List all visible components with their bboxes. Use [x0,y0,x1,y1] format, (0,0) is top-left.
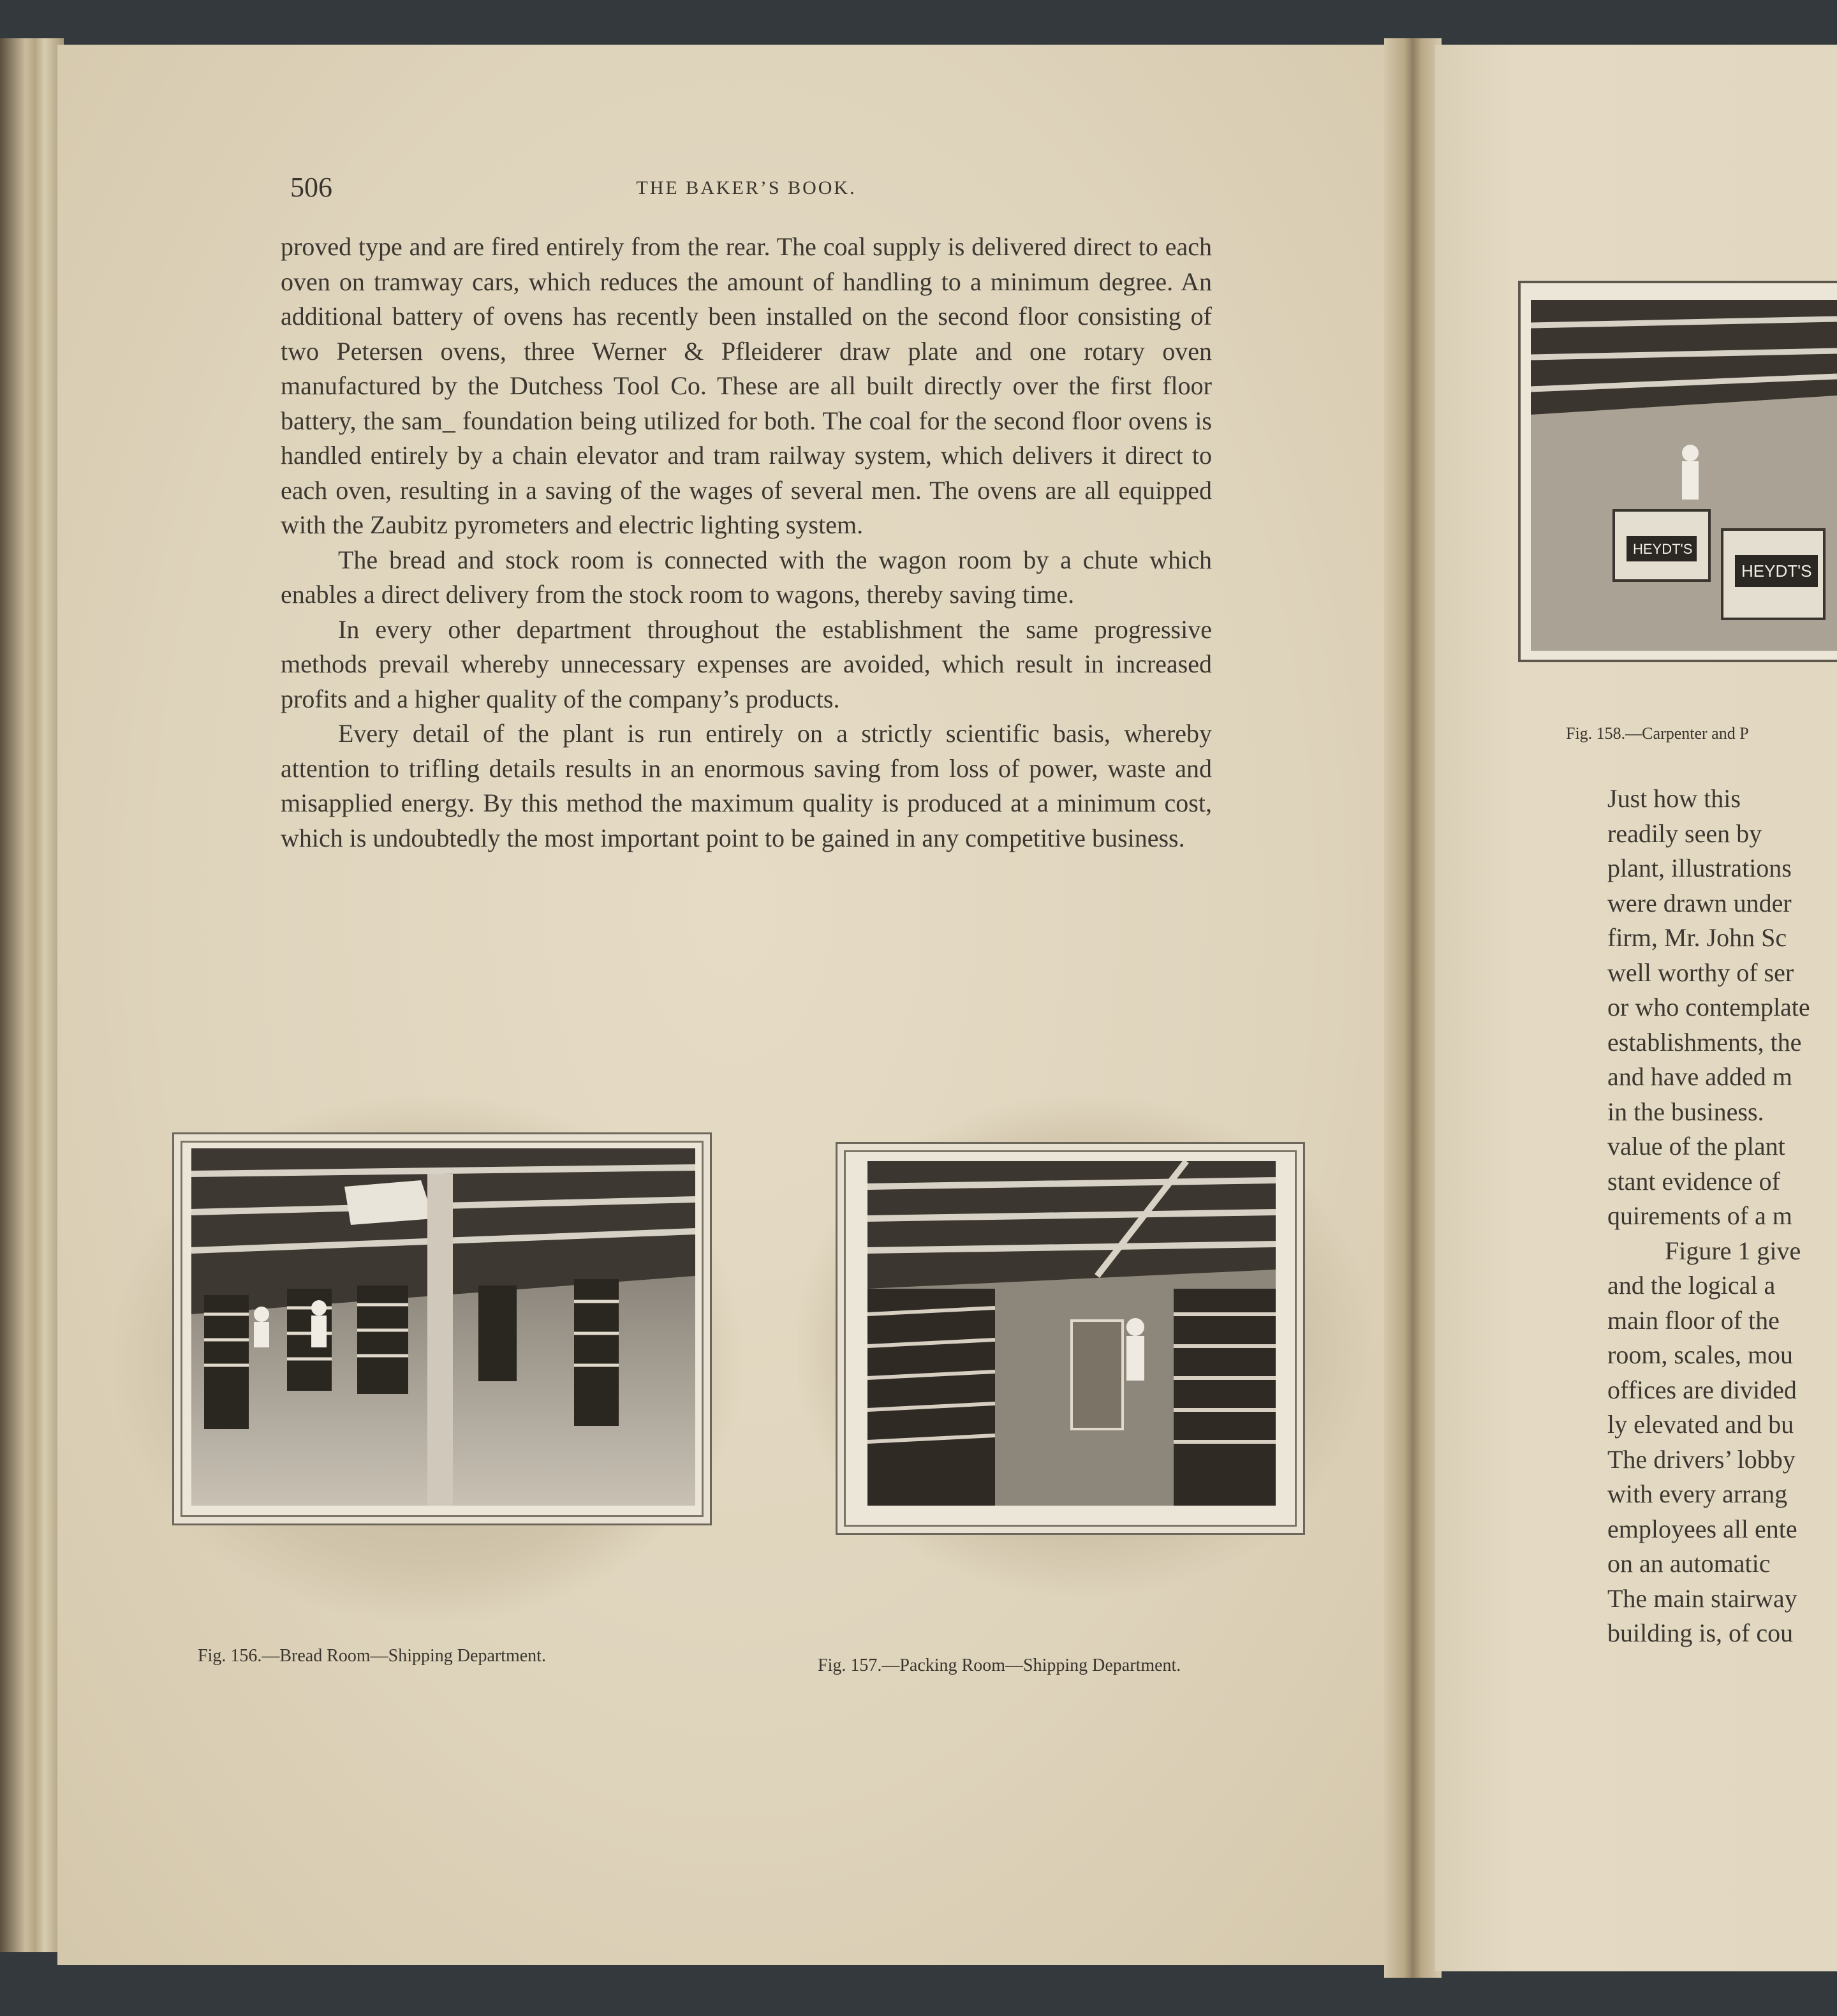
fig158-photo-carpenter-room [1531,300,1837,651]
right-line: Just how this [1607,784,1741,813]
right-line: in the business. [1607,1097,1764,1126]
right-line: quirements of a m [1607,1201,1792,1230]
right-line: Figure 1 give [1665,1236,1801,1265]
paragraph-4: Every detail of the plant is run entirely on a strictly scientific basis, whereby attention to trifling details results in an enormous saving from loss of power, waste and misapplied energy. By this method the maximum quality is produced at a minimum cost, which is undoubtedly the most important point to be gained in any competitive business. [281,719,1212,852]
right-line: The drivers’ lobby [1607,1444,1796,1474]
running-head: THE BAKER’S BOOK. [636,177,857,198]
book-gutter [1384,38,1442,1978]
right-line: room, scales, mou [1607,1340,1794,1369]
fig156-caption: Fig. 156.—Bread Room—Shipping Department. [198,1646,546,1666]
fig157-caption: Fig. 157.—Packing Room—Shipping Department. [818,1656,1181,1675]
body-text [281,230,1212,856]
right-line: plant, illustrations [1607,854,1792,882]
page-header [290,171,1202,216]
right-line: firm, Mr. John Sc [1607,923,1787,952]
right-page-text [1607,782,1837,1651]
right-line: building is, of cou [1607,1619,1794,1647]
right-line: ly elevated and bu [1607,1410,1794,1439]
fig156-photo-bread-room [191,1148,695,1506]
right-line: readily seen by [1607,819,1762,848]
right-line: with every arrang [1607,1479,1788,1508]
right-line: employees all ente [1607,1514,1797,1543]
right-line: offices are divided [1607,1375,1797,1404]
right-line: on an automatic [1607,1549,1771,1578]
paragraph-3: In every other department throughout the establishment the same progressive methods prevail whereby unnecessary expenses are avoided, which result in increased profits and a higher quality of the company’s products. [281,614,1212,713]
right-line: and the logical a [1607,1271,1776,1300]
right-line: value of the plant [1607,1132,1785,1160]
paragraph-1: proved type and are fired entirely from the rear. The coal supply is delivered direct to each oven on tramway cars, which reduces the amount of handling to a minimum degree. An additional battery of ovens has recently been installed on the second floor consisting of two Petersen ovens, three Werner & Pfleiderer draw plate and one rotary oven manufactured by the Dutchess Tool Co. These are all built directly over the first floor battery, the sam_ foundation being utilized for both. The coal for the second floor ovens is handled entirely by a chain elevator and tram railway system, which delivers it direct to each oven, resulting in a saving of the wages of several men. The ovens are all equipped with the Zaubitz pyrometers and electric lighting system. [281,232,1212,539]
right-line: stant evidence of [1607,1166,1780,1196]
page-number: 506 [290,172,332,203]
fig158-box-label-2: HEYDT'S [1741,561,1812,581]
paragraph-2: The bread and stock room is connected with the wagon room by a chute which enables a direct delivery from the stock room to wagons, thereby saving time. [281,545,1212,609]
right-line: were drawn under [1607,888,1792,917]
fig158-caption: Fig. 158.—Carpenter and P [1566,724,1749,743]
fig157-photo-packing-room [867,1161,1276,1506]
right-line: or who contemplate [1607,993,1810,1021]
page-edges [0,38,64,1952]
right-line: The main stairway [1607,1583,1797,1613]
right-line: and have added m [1607,1062,1792,1091]
right-line: main floor of the [1607,1305,1780,1335]
right-line: well worthy of ser [1607,958,1794,987]
fig158-box-label-1: HEYDT'S [1633,541,1693,557]
right-line: establishments, the [1607,1027,1802,1056]
